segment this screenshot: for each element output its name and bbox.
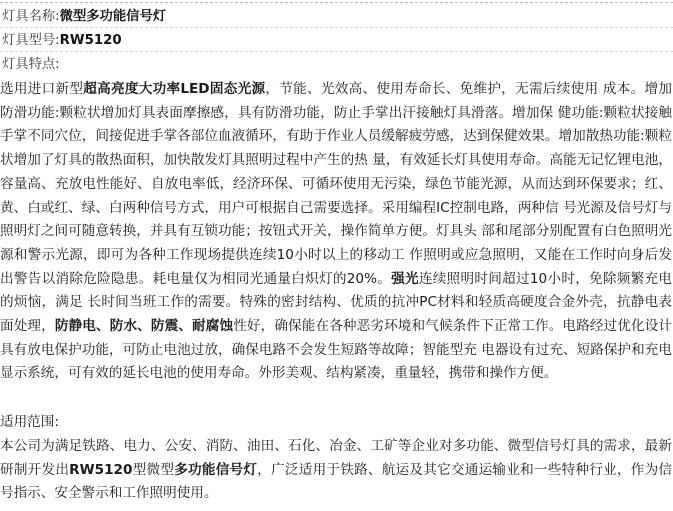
field-divider [0, 27, 673, 28]
lamp-features-label: 灯具特点: [2, 57, 60, 72]
field-divider [0, 51, 673, 52]
features-highlight: 超高亮度大功率LED固态光源 [83, 81, 266, 97]
lamp-model-row [2, 30, 122, 52]
features-text: 选用进口新型 [0, 81, 84, 97]
lamp-features-row [2, 54, 60, 76]
lamp-model-label: 灯具型号: [2, 33, 60, 48]
usage-text: 本公司为满足铁路、电力、公安、消防、油田、石化、冶金、工矿等企业对多功能、微型信号灯具的需求，最新研制开发出 [0, 438, 672, 478]
top-divider [0, 2, 673, 3]
features-text: 性好，确保能在各种恶劣环境和气候条件下正常工作。电路经过优化设计具有放电保护功能，可防止电池过放，确保电路不会发生短路等故障；智能型充 电器设有过充、短路保护和充电显示系统，可有效的延长电池的使用寿命。外形美观、结构紧凑，重量轻，携带和操作方便。 [0, 318, 673, 382]
features-text: 增加防滑功能:颗粒状增加灯具表面摩擦感，具有防滑功能，防止手掌出汗接触灯具滑落。增加保 健功能:颗粒状接触手掌不同穴位，间接促进手掌各部位血液循环，有助于作业人员缓解疲劳感，达到保健效果。增加散热功能:颗粒状增加了灯具的散热面积，加快散发灯具照明过程中产生的热 量，有效延长灯具使用寿命。 [0, 81, 673, 169]
features-highlight: 防静电、防水、防震、耐腐蚀 [54, 318, 234, 335]
lamp-name-value: 微型多功能信号灯 [59, 9, 167, 24]
lamp-model-value: RW5120 [59, 33, 122, 48]
features-text: 连续照明时间超过10小时，免除频繁充电的烦恼，满足 长时间当班工作的需要。特殊的密封结构、优质的抗冲PC材料和轻质高硬度合金外壳，抗静电表面处理， [0, 270, 673, 335]
features-text: 高能无记忆锂电池，容量高、充放电性能好、自放电率低，经济环保、可循环使用无污染，绿色节能光源，从而达到环保要求；红、黄、白或红、绿、白两种信号方式，用户可根据自己需要选择。采用编程IC控制电路，两种信 号光源及信号灯与照明灯之间可随意转换，并具有互锁功能；按钮式开关，操作简单方便。灯具头 部和尾部分别配置有白色照明光源和警示光源，即可为各种工作现场提供连续10小时以上的移动工 作照明或应急照明，又能在工作时向身后发出警告以消除危险隐患。耗电量仅为相同光通量白炽灯的20%。 [0, 152, 672, 287]
features-description [0, 78, 672, 386]
usage-highlight: RW5120 [69, 461, 133, 478]
usage-text: 型微型 [132, 461, 175, 478]
usage-highlight: 多功能信号灯 [174, 461, 258, 478]
lamp-name-label: 灯具名称: [2, 9, 60, 24]
features-highlight: 强光 [391, 270, 419, 287]
usage-label: 适用范围: [0, 414, 59, 430]
usage-description [0, 435, 672, 506]
lamp-name-row [2, 6, 166, 28]
features-text: ，节能、光效高、使用寿命长、免维护，无需后续使用 成本。 [265, 81, 645, 97]
usage-text: ，广泛适用于铁路、航运及其它交通运输业和一些特种行业，作为信号指示、安全警示和工作照明使用。 [0, 461, 673, 502]
